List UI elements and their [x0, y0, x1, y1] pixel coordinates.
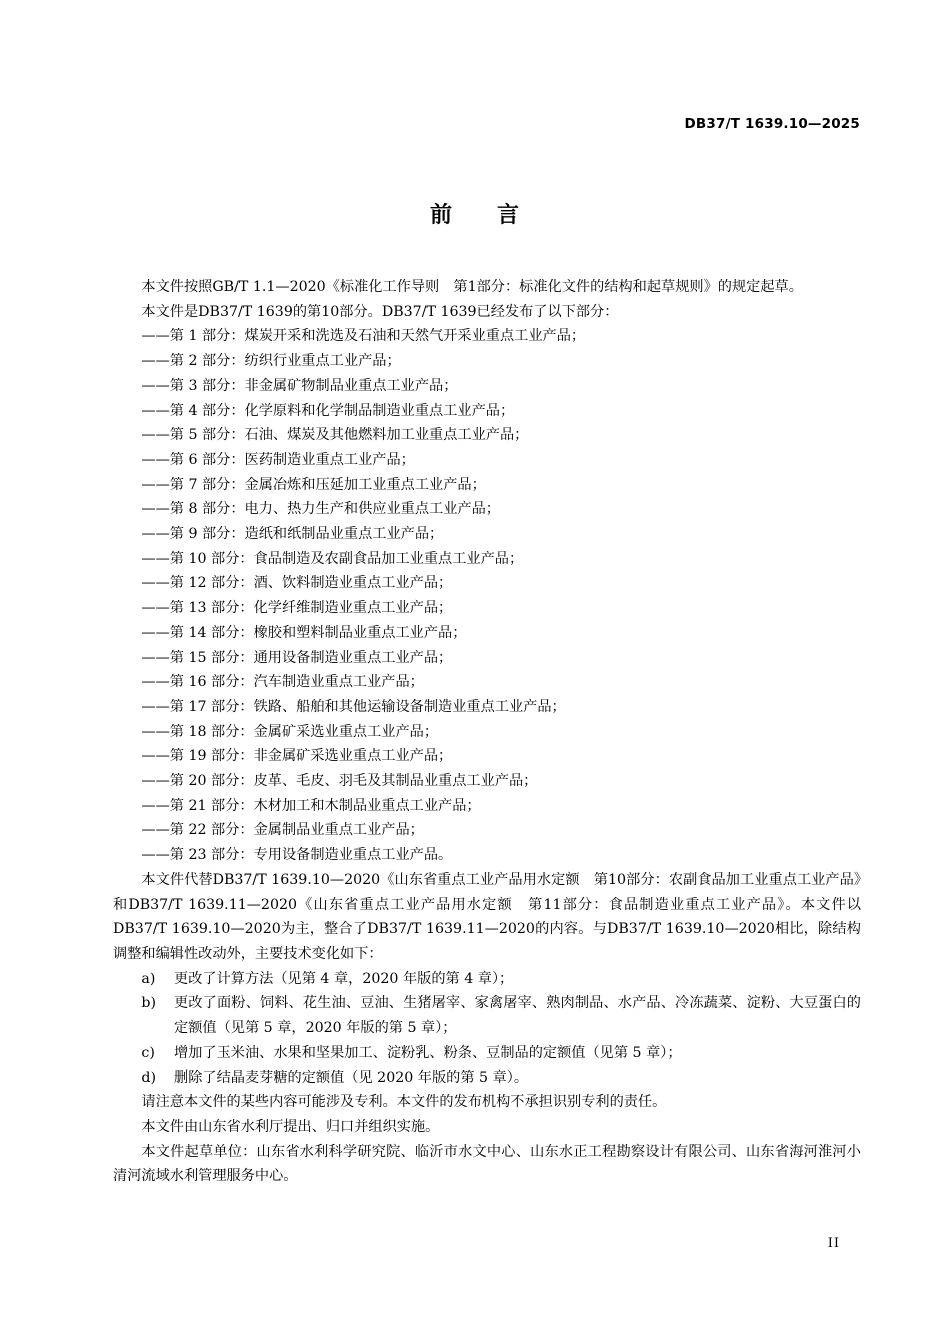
part-item: ——第 17 部分：铁路、船舶和其他运输设备制造业重点工业产品； [141, 698, 566, 715]
part-item: ——第 14 部分：橡胶和塑料制品业重点工业产品； [141, 624, 467, 641]
part-item: ——第 7 部分：金属冶炼和压延加工业重点工业产品； [141, 476, 486, 493]
change-marker: b) [141, 995, 157, 1012]
part-item: ——第 16 部分：汽车制造业重点工业产品； [141, 674, 424, 691]
part-item: ——第 22 部分：金属制品业重点工业产品； [141, 822, 424, 839]
part-item: ——第 19 部分：非金属矿采选业重点工业产品； [141, 748, 453, 765]
part-item: ——第 8 部分：电力、热力生产和供应业重点工业产品； [141, 501, 500, 518]
part-item: ——第 15 部分：通用设备制造业重点工业产品； [141, 649, 453, 666]
part-item: ——第 20 部分：皮革、毛皮、羽毛及其制品业重点工业产品； [141, 773, 538, 790]
page-number: II [827, 1236, 840, 1251]
change-item [113, 1066, 861, 1091]
part-item: ——第 12 部分：酒、饮料制造业重点工业产品； [141, 575, 453, 592]
change-text: 更改了面粉、饲料、花生油、豆油、生猪屠宰、家禽屠宰、熟肉制品、水产品、冷冻蔬菜、淀粉、大豆蛋白的定额值（见第 5 章，2020 年版的第 5 章）； [174, 995, 861, 1037]
proposer-statement: 本文件由山东省水利厅提出、归口并组织实施。 [141, 1118, 440, 1135]
part-item: ——第 23 部分：专用设备制造业重点工业产品。 [141, 847, 453, 864]
change-item [113, 991, 861, 1040]
drafting-units: 本文件起草单位：山东省水利科学研究院、临沂市水文中心、山东水正工程勘察设计有限公司、山东省海河淮河小清河流域水利管理服务中心。 [113, 1143, 861, 1185]
part-item: ——第 18 部分：金属矿采选业重点工业产品； [141, 723, 439, 740]
intro-paragraph: 本文件按照GB/T 1.1—2020《标准化工作导则 第1部分：标准化文件的结构和起草规则》的规定起草。 [141, 279, 803, 295]
parts-intro-paragraph: 本文件是DB37/T 1639的第10部分。DB37/T 1639已经发布了以下部分： [141, 303, 619, 320]
part-item: ——第 10 部分：食品制造及农副食品加工业重点工业产品； [141, 550, 524, 567]
change-item [113, 967, 861, 992]
part-item: ——第 4 部分：化学原料和化学制品制造业重点工业产品； [141, 402, 515, 419]
part-item: ——第 5 部分：石油、煤炭及其他燃料加工业重点工业产品； [141, 427, 529, 444]
change-item [113, 1041, 861, 1066]
page-title [0, 198, 950, 229]
patent-notice: 请注意本文件的某些内容可能涉及专利。本文件的发布机构不承担识别专利的责任。 [141, 1094, 667, 1111]
changes-list [113, 967, 861, 1091]
document-code: DB37/T 1639.10—2025 [684, 116, 860, 132]
part-item: ——第 21 部分：木材加工和木制品业重点工业产品； [141, 797, 481, 814]
parts-list [113, 324, 861, 867]
part-item: ——第 3 部分：非金属矿物制品业重点工业产品； [141, 377, 458, 394]
change-marker: c) [141, 1044, 155, 1061]
foreword-body [113, 275, 861, 1189]
title-char-2: 言 [497, 203, 521, 228]
part-item: ——第 13 部分：化学纤维制造业重点工业产品； [141, 600, 453, 617]
change-text: 更改了计算方法（见第 4 章，2020 年版的第 4 章）； [174, 970, 514, 987]
title-char-1: 前 [429, 203, 453, 228]
change-marker: d) [141, 1069, 157, 1086]
change-text: 删除了结晶麦芽糖的定额值（见 2020 年版的第 5 章）。 [174, 1069, 529, 1086]
part-item: ——第 1 部分：煤炭开采和洗选及石油和天然气开采业重点工业产品； [141, 328, 586, 345]
change-marker: a) [141, 970, 156, 987]
part-item: ——第 9 部分：造纸和纸制品业重点工业产品； [141, 526, 444, 543]
replacement-paragraph: 本文件代替DB37/T 1639.10—2020《山东省重点工业产品用水定额 第10部分：农副食品加工业重点工业产品》和DB37/T 1639.11—2020《山东省重点工业产品用水定额 第11部分：食品制造业重点工业产品》。本文件以DB37/T 1639.10—2020为主，整合了DB37/T 1639.11—2020的内容。与DB37/T 1639.10—2020相比，除结构调整和编辑性改动外，主要技术变化如下： [113, 871, 861, 962]
change-text: 增加了玉米油、水果和坚果加工、淀粉乳、粉条、豆制品的定额值（见第 5 章）； [174, 1044, 682, 1061]
part-item: ——第 2 部分：纺织行业重点工业产品； [141, 353, 401, 370]
part-item: ——第 6 部分：医药制造业重点工业产品； [141, 451, 415, 468]
